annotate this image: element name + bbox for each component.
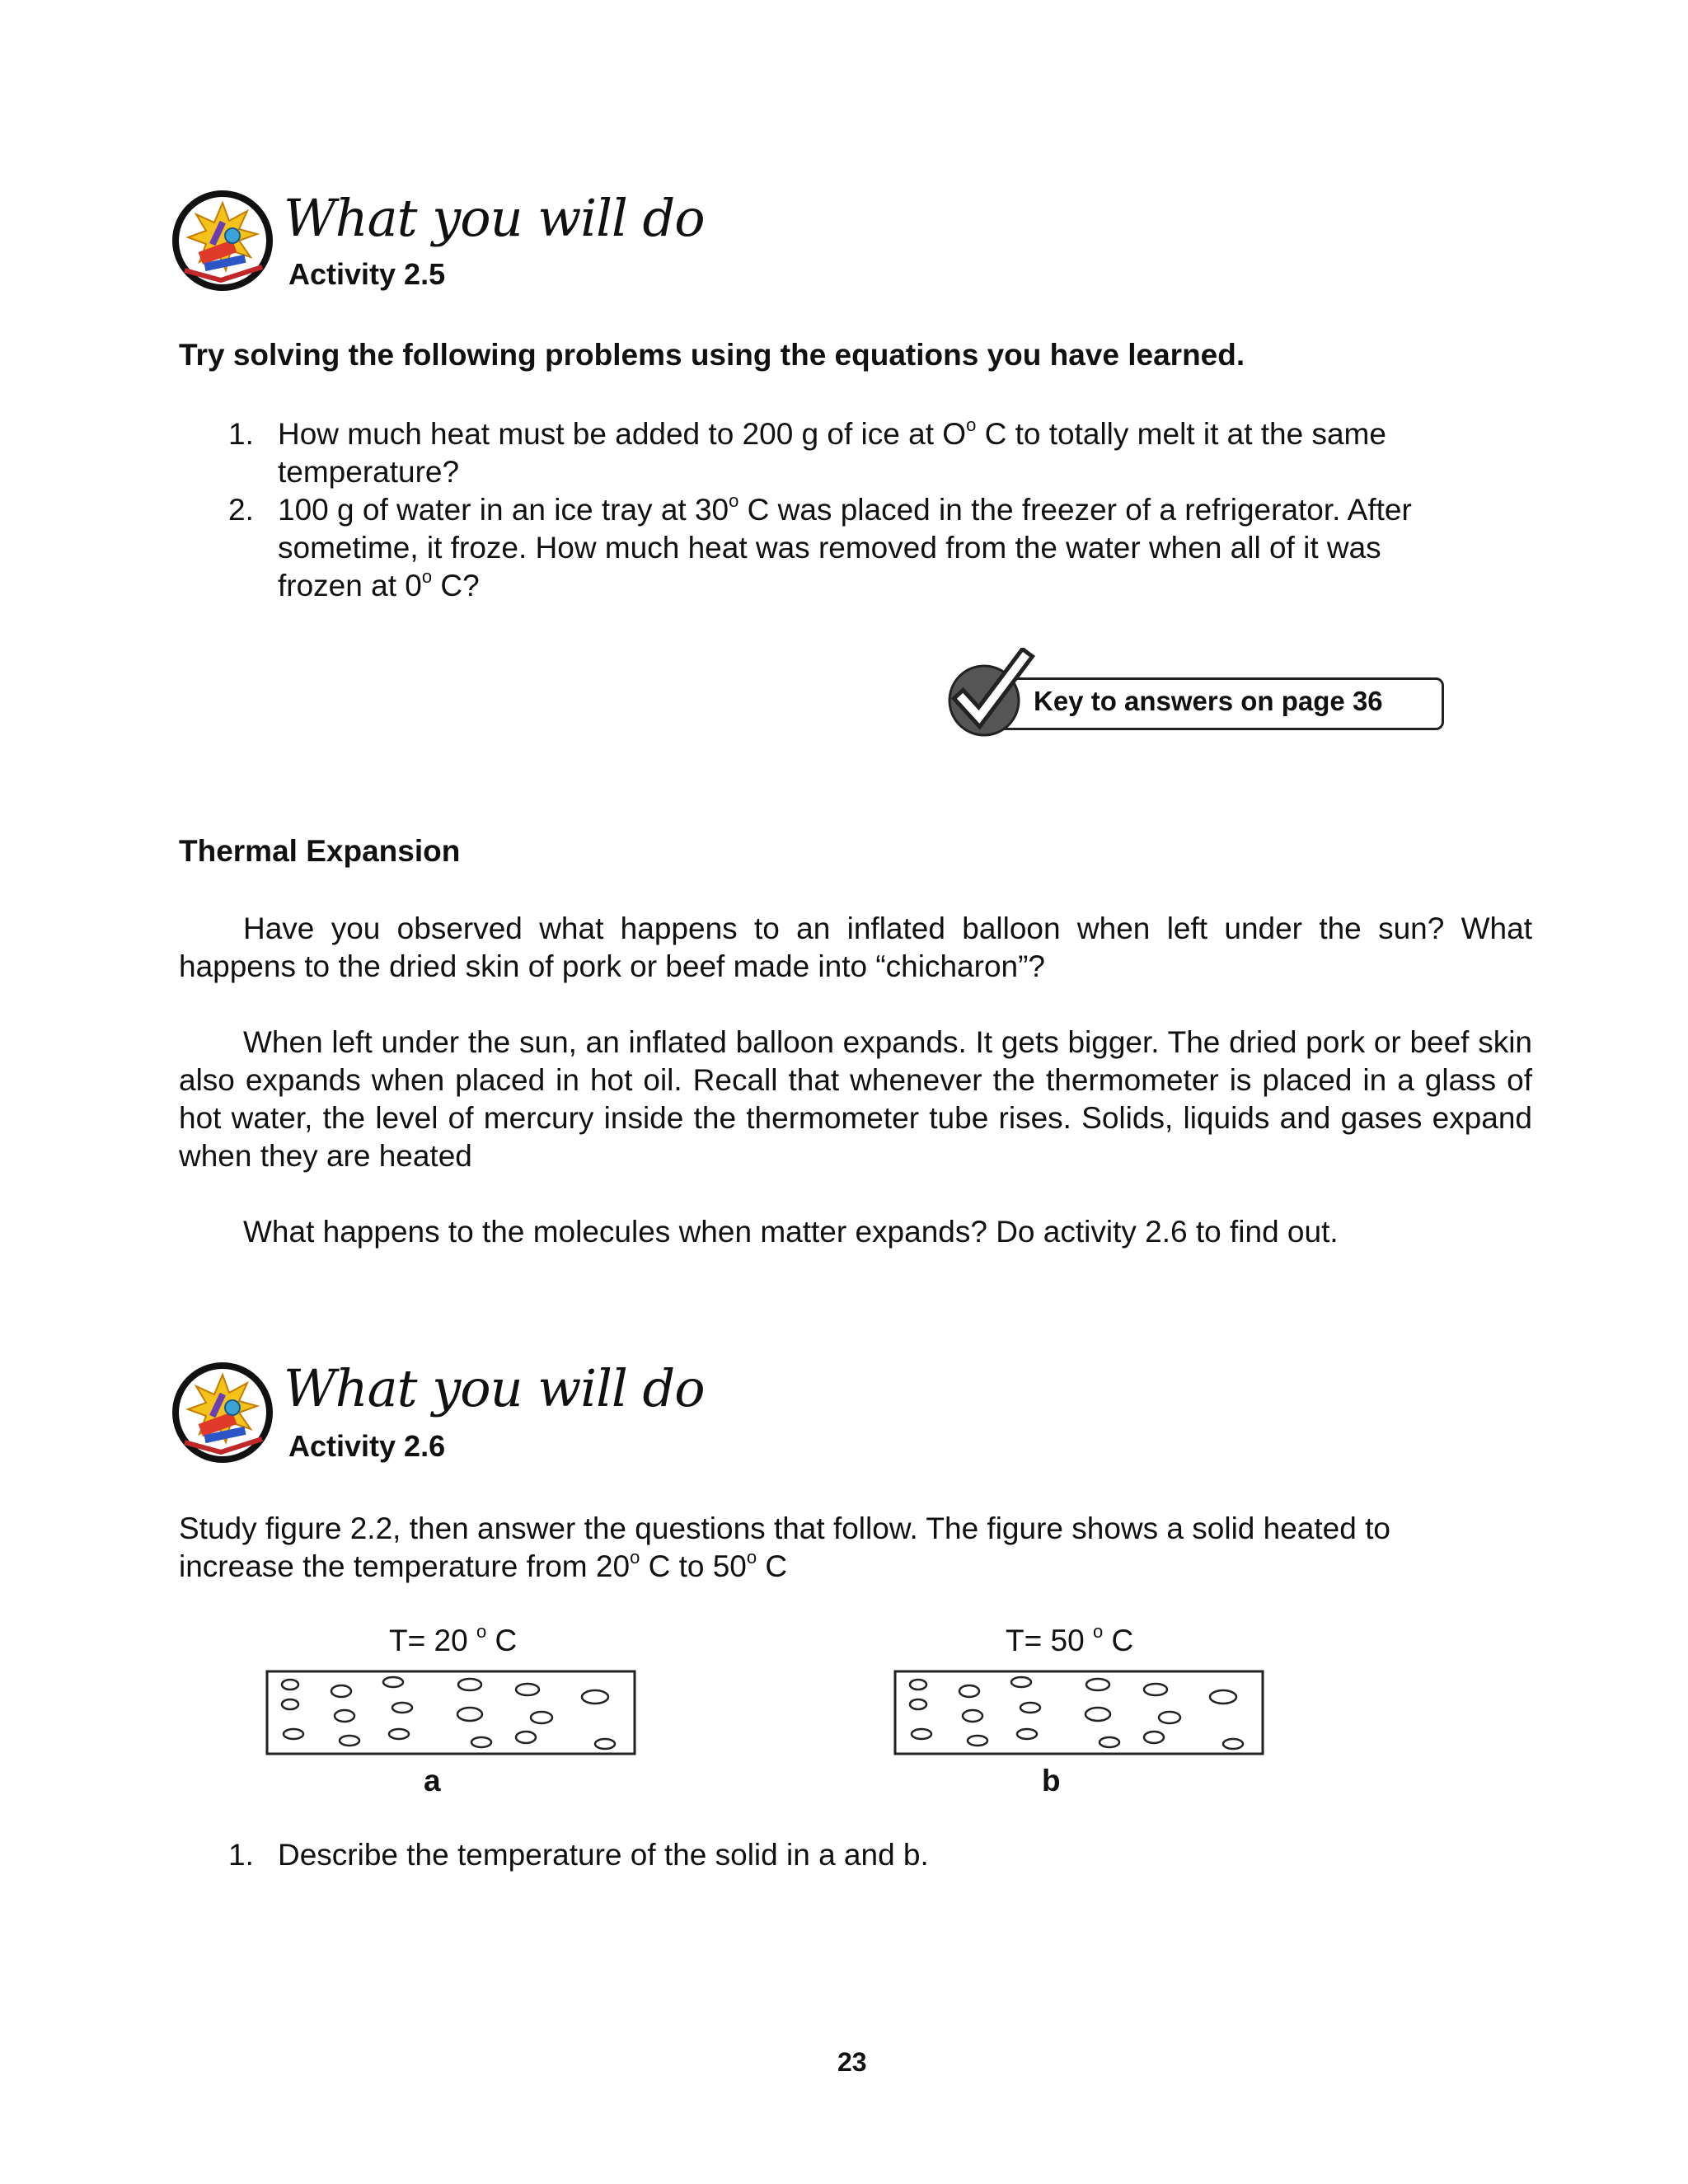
problem-text: sometime, it froze. How much heat was removed from the water when all of it was — [278, 531, 1381, 565]
activity-badge-icon — [171, 1360, 274, 1465]
problem-text: 100 g of water in an ice tray at 30 — [278, 493, 729, 527]
activity-badge-icon — [171, 188, 274, 293]
figure-b-temperature: T= 50 $^o$ C — [1006, 1621, 1134, 1657]
problem-text: C? — [432, 569, 480, 602]
activity-label: Activity 2.5 — [288, 257, 446, 291]
degree-sup: o — [966, 415, 977, 435]
checkmark-icon — [945, 648, 1037, 740]
activity-intro — [179, 1510, 1547, 1586]
page-number: 23 — [837, 2047, 867, 2077]
intro-text: Study figure 2.2, then answer the questions that follow. The figure shows a solid heated to — [179, 1511, 1390, 1545]
problem-text: How much heat must be added to 200 g of ice at O — [278, 417, 967, 451]
intro-text: C — [757, 1549, 788, 1583]
instruction-text: Try solving the following problems using the equations you have learned. — [179, 338, 1245, 372]
problem-number: 2. — [228, 493, 254, 527]
question-text: Describe the temperature of the solid in a and b. — [278, 1838, 929, 1872]
solid-diagram-a — [265, 1668, 638, 1759]
paragraph: When left under the sun, an inflated balloon expands. It gets bigger. The dried pork or beef skin also expands when placed in hot oil. Recall that whenever the thermometer is placed in a glass of hot water, the level of mercury inside the thermometer tube rises. Solids, liquids and gases expand when they are heated — [179, 1025, 1532, 1173]
section-heading: Thermal Expansion — [179, 834, 461, 868]
problem-list — [228, 415, 1547, 605]
figure-a-letter: a — [424, 1764, 441, 1797]
paragraph: What happens to the molecules when matter expands? Do activity 2.6 to find out. — [243, 1215, 1339, 1249]
problem-item — [228, 491, 1547, 605]
degree-sup: o — [421, 566, 433, 587]
intro-text: C to 50 — [640, 1549, 747, 1583]
paragraph: Have you observed what happens to an inflated balloon when left under the sun? What happens to the dried skin of pork or beef made into “chicharon”? — [179, 912, 1532, 983]
degree-sup: o — [729, 490, 739, 511]
degree-sup: o — [630, 1547, 640, 1568]
problem-number: 1. — [228, 417, 254, 451]
problem-text: temperature? — [278, 455, 460, 489]
problem-text: C to totally melt it at the same — [976, 417, 1386, 451]
activity-title: What you will do — [284, 188, 705, 248]
figure-b-letter: b — [1042, 1764, 1061, 1797]
degree-sup: o — [746, 1547, 757, 1568]
question-number: 1. — [228, 1838, 254, 1872]
problem-text: C was placed in the freezer of a refrigerator. After — [738, 493, 1412, 527]
molecules — [910, 1677, 1243, 1749]
question-item — [228, 1836, 1547, 1874]
figure-a-temperature: T= 20 $^o$ C — [389, 1621, 518, 1657]
activity-label: Activity 2.6 — [288, 1429, 446, 1463]
problem-text: frozen at 0 — [278, 569, 422, 602]
problem-item — [228, 415, 1547, 491]
activity-title: What you will do — [284, 1358, 705, 1418]
intro-text: increase the temperature from 20 — [179, 1549, 631, 1583]
key-to-answers-text[interactable]: Key to answers on page 36 — [1034, 686, 1383, 716]
solid-diagram-b — [893, 1668, 1266, 1759]
molecules — [282, 1677, 615, 1749]
